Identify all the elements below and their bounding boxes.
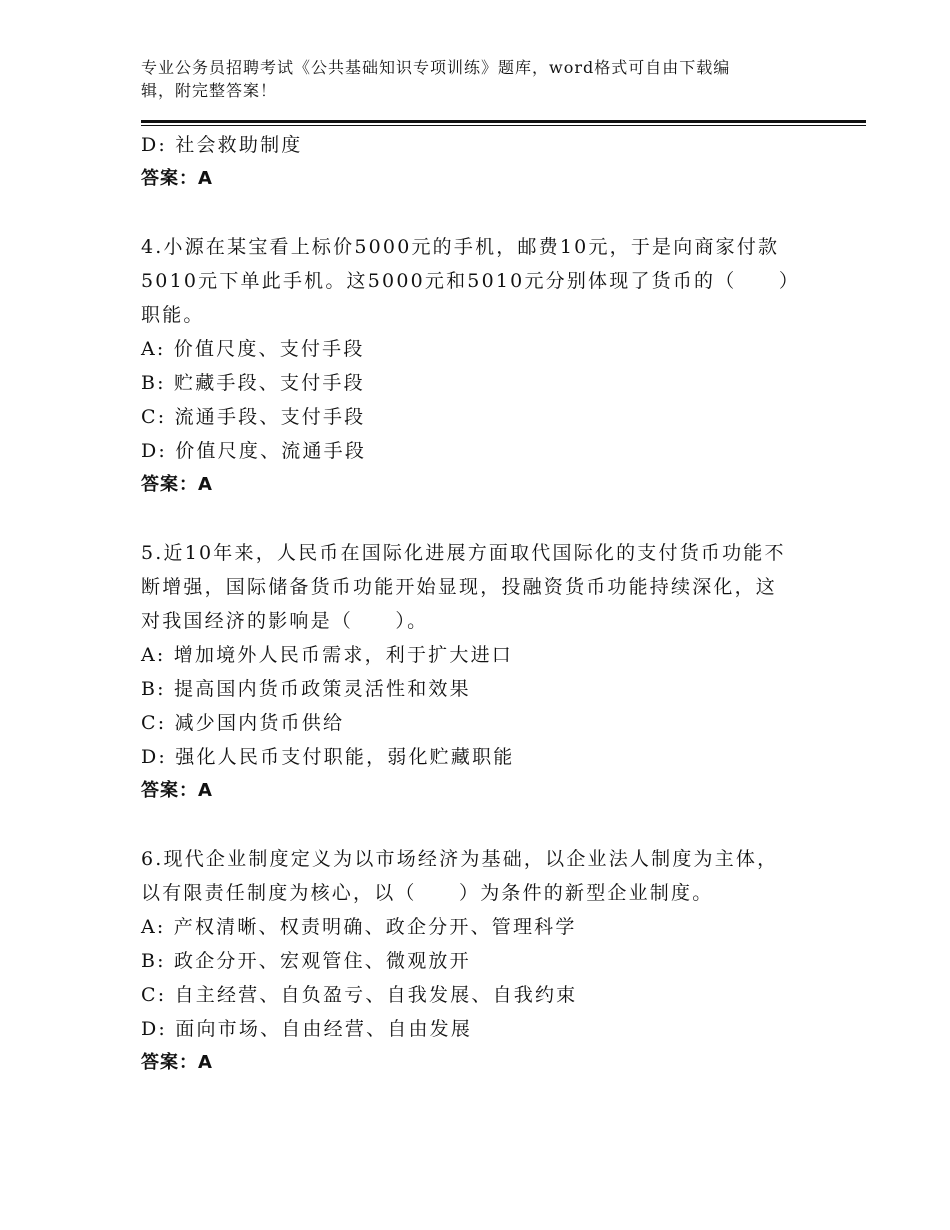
answer: 答案：A: [141, 1052, 213, 1073]
question-stem-line: 断增强，国际储备货币功能开始显现，投融资货币功能持续深化，这: [141, 576, 778, 598]
document-body: [141, 128, 831, 1080]
page-header: [141, 56, 801, 102]
option-a: A: 产权清晰、权责明确、政企分开、管理科学: [141, 916, 577, 938]
question-5: [141, 536, 831, 808]
question-6: [141, 842, 831, 1080]
prev-option-d: D: 社会救助制度: [141, 134, 303, 156]
option-c: C: 减少国内货币供给: [141, 712, 345, 734]
option-c: C: 流通手段、支付手段: [141, 406, 366, 428]
question-stem-line: 6.现代企业制度定义为以市场经济为基础，以企业法人制度为主体，: [141, 848, 779, 870]
header-line-1: 专业公务员招聘考试《公共基础知识专项训练》题库，word格式可自由下载编: [141, 58, 731, 77]
option-d: D: 面向市场、自由经营、自由发展: [141, 1018, 473, 1040]
question-stem-line: 5.近10年来，人民币在国际化进展方面取代国际化的支付货币功能不: [141, 542, 786, 564]
answer: 答案：A: [141, 780, 213, 801]
option-b: B: 贮藏手段、支付手段: [141, 372, 365, 394]
answer: 答案：A: [141, 474, 213, 495]
question-stem-line: 职能。: [141, 304, 205, 326]
option-a: A: 价值尺度、支付手段: [141, 338, 365, 360]
option-c: C: 自主经营、自负盈亏、自我发展、自我约束: [141, 984, 578, 1006]
header-rule-thin: [141, 125, 866, 126]
prev-answer: 答案：A: [141, 168, 213, 189]
question-stem-line: 4.小源在某宝看上标价5000元的手机，邮费10元，于是向商家付款: [141, 236, 780, 258]
option-d: D: 强化人民币支付职能，弱化贮藏职能: [141, 746, 515, 768]
question-stem-line: 以有限责任制度为核心，以（ ）为条件的新型企业制度。: [141, 882, 714, 904]
question-4: [141, 230, 831, 502]
header-line-2: 辑，附完整答案！: [141, 81, 278, 100]
option-b: B: 提高国内货币政策灵活性和效果: [141, 678, 471, 700]
option-a: A: 增加境外人民币需求，利于扩大进口: [141, 644, 513, 666]
question-stem-line: 对我国经济的影响是（ ）。: [141, 610, 429, 632]
option-d: D: 价值尺度、流通手段: [141, 440, 367, 462]
header-rule-thick: [141, 120, 866, 123]
option-b: B: 政企分开、宏观管住、微观放开: [141, 950, 471, 972]
question-stem-line: 5010元下单此手机。这5000元和5010元分别体现了货币的（ ）: [141, 270, 801, 292]
